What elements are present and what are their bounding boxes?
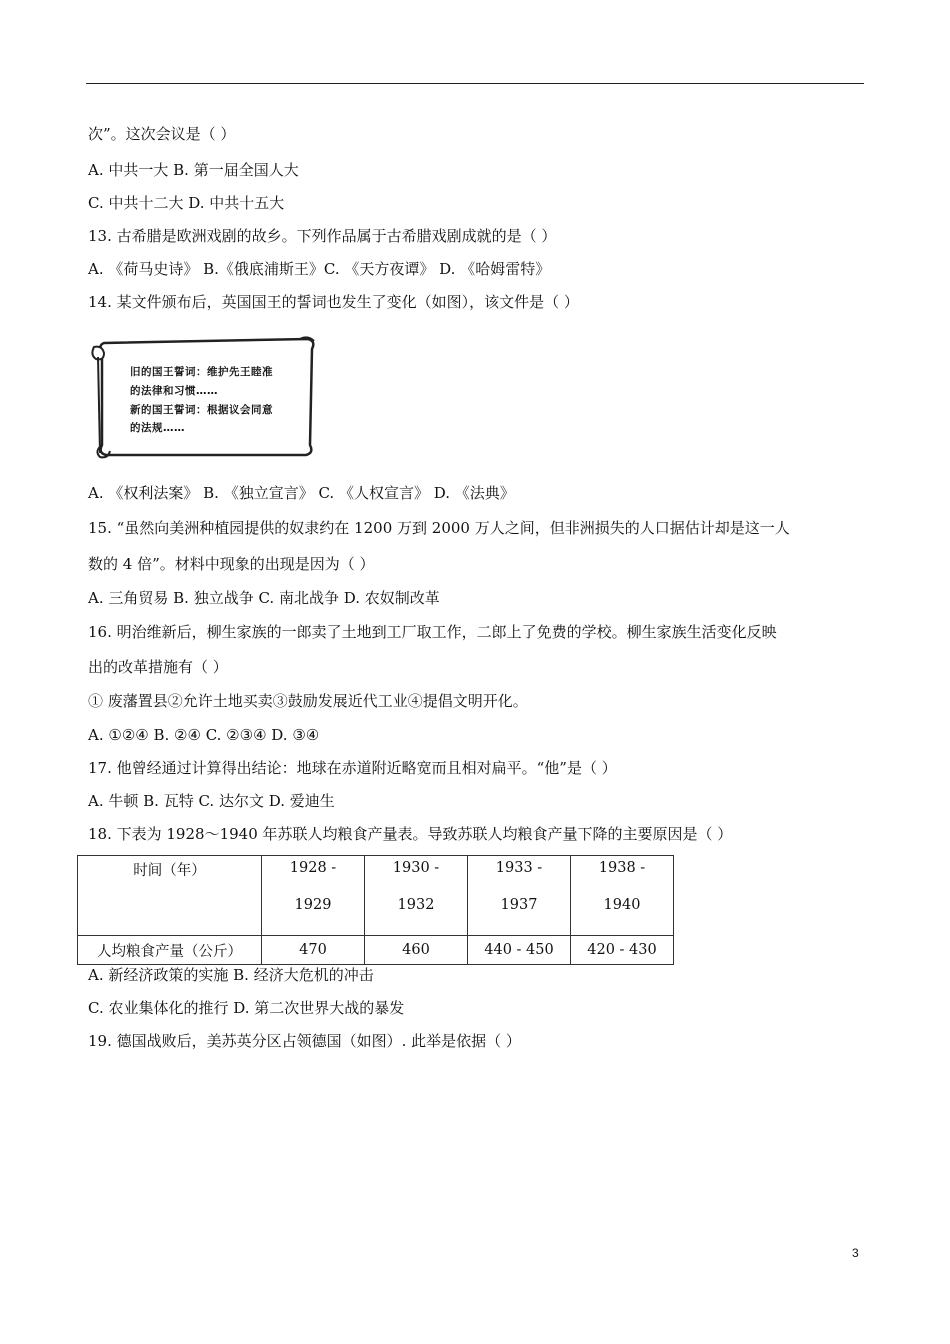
question-16-items: ① 废藩置县②允许土地买卖③鼓励发展近代工业④提倡文明开化。 xyxy=(88,692,528,710)
period-end: 1937 xyxy=(500,897,538,913)
question-12-options-ab: A. 中共一大 B. 第一届全国人大 xyxy=(88,161,299,179)
question-17: 17. 他曾经通过计算得出结论：地球在赤道附近略宽而且相对扁平。“他”是（ ） xyxy=(88,759,617,777)
table-value-cell: 420 - 430 xyxy=(571,936,674,965)
question-18: 18. 下表为 1928～1940 年苏联人均粮食产量表。导致苏联人均粮食产量下降的主要原因是（ ） xyxy=(88,825,733,843)
period-start: 1928 - xyxy=(289,860,337,876)
question-17-options: A. 牛顿 B. 瓦特 C. 达尔文 D. 爱迪生 xyxy=(88,792,335,810)
question-15-options: A. 三角贸易 B. 独立战争 C. 南北战争 D. 农奴制改革 xyxy=(88,589,440,607)
question-14: 14. 某文件颁布后，英国国王的誓词也发生了变化（如图），该文件是（ ） xyxy=(88,293,579,311)
question-12-continued: 次”。这次会议是（ ） xyxy=(88,125,236,143)
period-end: 1932 xyxy=(397,897,435,913)
question-19: 19. 德国战败后，美苏英分区占领德国（如图）. 此举是依据（ ） xyxy=(88,1032,521,1050)
question-15: 15. “虽然向美洲种植园提供的奴隶约在 1200 万到 2000 万人之间，但非洲损失的人口据估计却是这一人 xyxy=(88,519,790,537)
table-header-row xyxy=(78,856,674,936)
question-16-options: A. ①②④ B. ②④ C. ②③④ D. ③④ xyxy=(88,726,320,744)
scroll-line-1: 旧的国王誓词：维护先王睦准 xyxy=(130,366,273,378)
question-18-options-cd: C. 农业集体化的推行 D. 第二次世界大战的暴发 xyxy=(88,999,405,1017)
table-value-cell: 440 - 450 xyxy=(468,936,571,965)
period-start: 1938 - xyxy=(598,860,646,876)
question-14-options: A. 《权利法案》 B. 《独立宣言》 C. 《人权宣言》 D. 《法典》 xyxy=(88,484,515,502)
question-16: 16. 明治维新后，柳生家族的一郎卖了土地到工厂取工作，二郎上了免费的学校。柳生家族生活变化反映 xyxy=(88,623,777,641)
table-period-cell xyxy=(365,856,468,936)
table-value-cell: 470 xyxy=(262,936,365,965)
table-value-cell: 460 xyxy=(365,936,468,965)
scroll-line-2: 的法律和习惯…… xyxy=(130,385,218,397)
period-start: 1933 - xyxy=(495,860,543,876)
scroll-line-4: 的法规…… xyxy=(130,422,185,434)
table-period-cell xyxy=(571,856,674,936)
grain-output-table xyxy=(77,855,674,965)
period-end: 1940 xyxy=(603,897,641,913)
question-13: 13. 古希腊是欧洲戏剧的故乡。下列作品属于古希腊戏剧成就的是（ ） xyxy=(88,227,557,245)
page-number: 3 xyxy=(852,1246,859,1260)
table-row-label: 人均粮食产量（公斤） xyxy=(78,936,262,965)
question-18-options-ab: A. 新经济政策的实施 B. 经济大危机的冲击 xyxy=(88,966,374,984)
question-12-options-cd: C. 中共十二大 D. 中共十五大 xyxy=(88,194,285,212)
period-end: 1929 xyxy=(294,897,332,913)
table-header-label: 时间（年） xyxy=(78,856,262,936)
table-data-row xyxy=(78,936,674,965)
scroll-line-3: 新的国王誓词：根据议会同意 xyxy=(130,404,273,416)
question-15-continued: 数的 4 倍”。材料中现象的出现是因为（ ） xyxy=(88,555,375,573)
period-start: 1930 - xyxy=(392,860,440,876)
question-16-continued: 出的改革措施有（ ） xyxy=(88,658,228,676)
header-rule xyxy=(86,83,864,84)
table-period-cell xyxy=(468,856,571,936)
question-13-options: A. 《荷马史诗》 B.《俄底浦斯王》C. 《天方夜谭》 D. 《哈姆雷特》 xyxy=(88,260,551,278)
table-period-cell xyxy=(262,856,365,936)
